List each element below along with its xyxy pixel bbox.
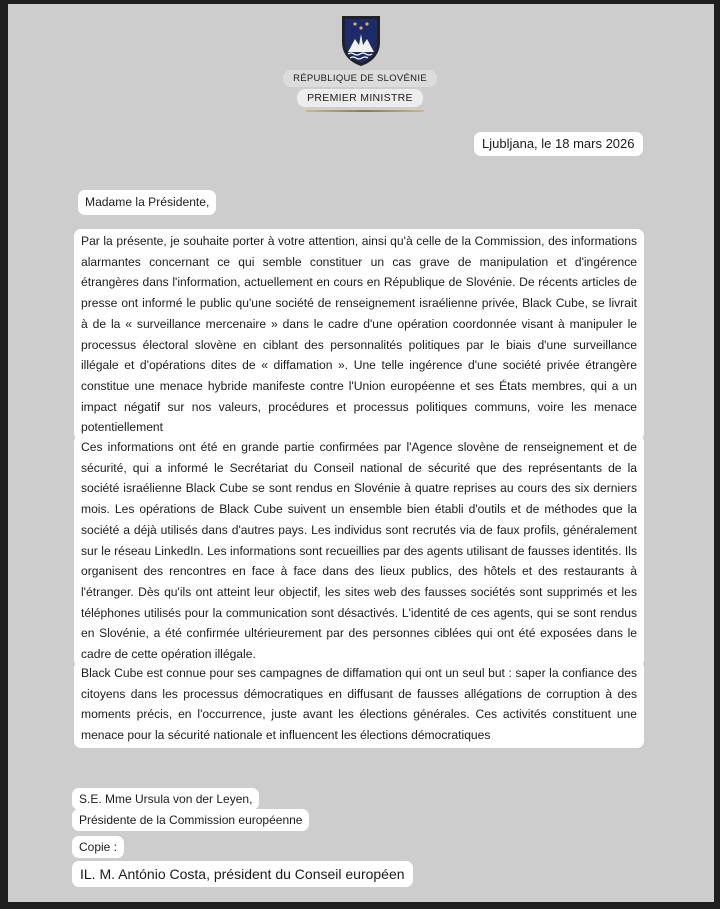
- office-header: [0, 88, 720, 107]
- copy-recipient: IL. M. António Costa, président du Conseil européen: [72, 861, 413, 887]
- copy-label: Copie :: [72, 836, 124, 858]
- letter-date: Ljubljana, le 18 mars 2026: [474, 132, 643, 156]
- coat-of-arms-icon: [336, 12, 386, 68]
- addressee-title: Présidente de la Commission européenne: [72, 809, 309, 831]
- country-name: RÉPUBLIQUE DE SLOVÉNIE: [283, 70, 437, 87]
- salutation: Madame la Présidente,: [78, 190, 216, 215]
- paragraph-1: Par la présente, je souhaite porter à votre attention, ainsi qu'à celle de la Commission, des informations alarmantes concernant ce qui semble constituer un cas grave de manipulation et d'ingérence étrangères dans l'information, actuellement en cours en République de Slovénie. De récents articles de presse ont informé le public qu'une société de renseignement israélienne privée, Black Cube, se livrait à de la « surveillance mercenaire » dans le cadre d'une opération coordonnée visant à manipuler le processus électoral slovène en ciblant des personnalités politiques par le biais d'une surveillance illégale et d'opérations dites de « diffamation ». Une telle ingérence d'une société privée étrangère constitue une menace hybride manifeste contre l'Union européenne et ses États membres, qui a un impact négatif sur nos valeurs, procédures et processus politiques communs, voire les menace potentiellement: [74, 229, 644, 440]
- country-header: [0, 68, 720, 87]
- paragraph-3: Black Cube est connue pour ses campagnes de diffamation qui ont un seul but : saper la confiance des citoyens dans les processus démocratiques en diffusant de fausses allégations de corruption à des moments précis, en l'occurrence, juste avant les élections générales. Ces activités constituent une menace pour la sécurité nationale et influencent les élections démocratiques: [74, 661, 644, 748]
- office-name: PREMIER MINISTRE: [297, 89, 423, 107]
- addressee-name: S.E. Mme Ursula von der Leyen,: [72, 788, 259, 810]
- header-divider: [306, 110, 424, 112]
- paragraph-2: Ces informations ont été en grande partie confirmées par l'Agence slovène de renseignement et de sécurité, qui a informé le Secrétariat du Conseil national de sécurité que des représentants de la société israélienne Black Cube se sont rendus en Slovénie à quatre reprises au cours des six derniers mois. Les opérations de Black Cube suivent un ensemble bien établi d'outils et de méthodes que la société a déjà utilisés dans d'autres pays. Les individus sont recrutés via de faux profils, généralement sur le réseau LinkedIn. Les informations sont recueillies par des agents utilisant de fausses identités. Ils organisent des rencontres en face à face dans des lieux publics, des hôtels et des restaurants à l'étranger. Dès qu'ils ont atteint leur objectif, les sites web des fausses sociétés sont supprimés et les téléphones utilisés pour la communication sont désactivés. L'identité de ces agents, qui se sont rendus en Slovénie, a été confirmée ultérieurement par des personnes ciblées qui ont été exposées dans le cadre de cette opération illégale.: [74, 435, 644, 667]
